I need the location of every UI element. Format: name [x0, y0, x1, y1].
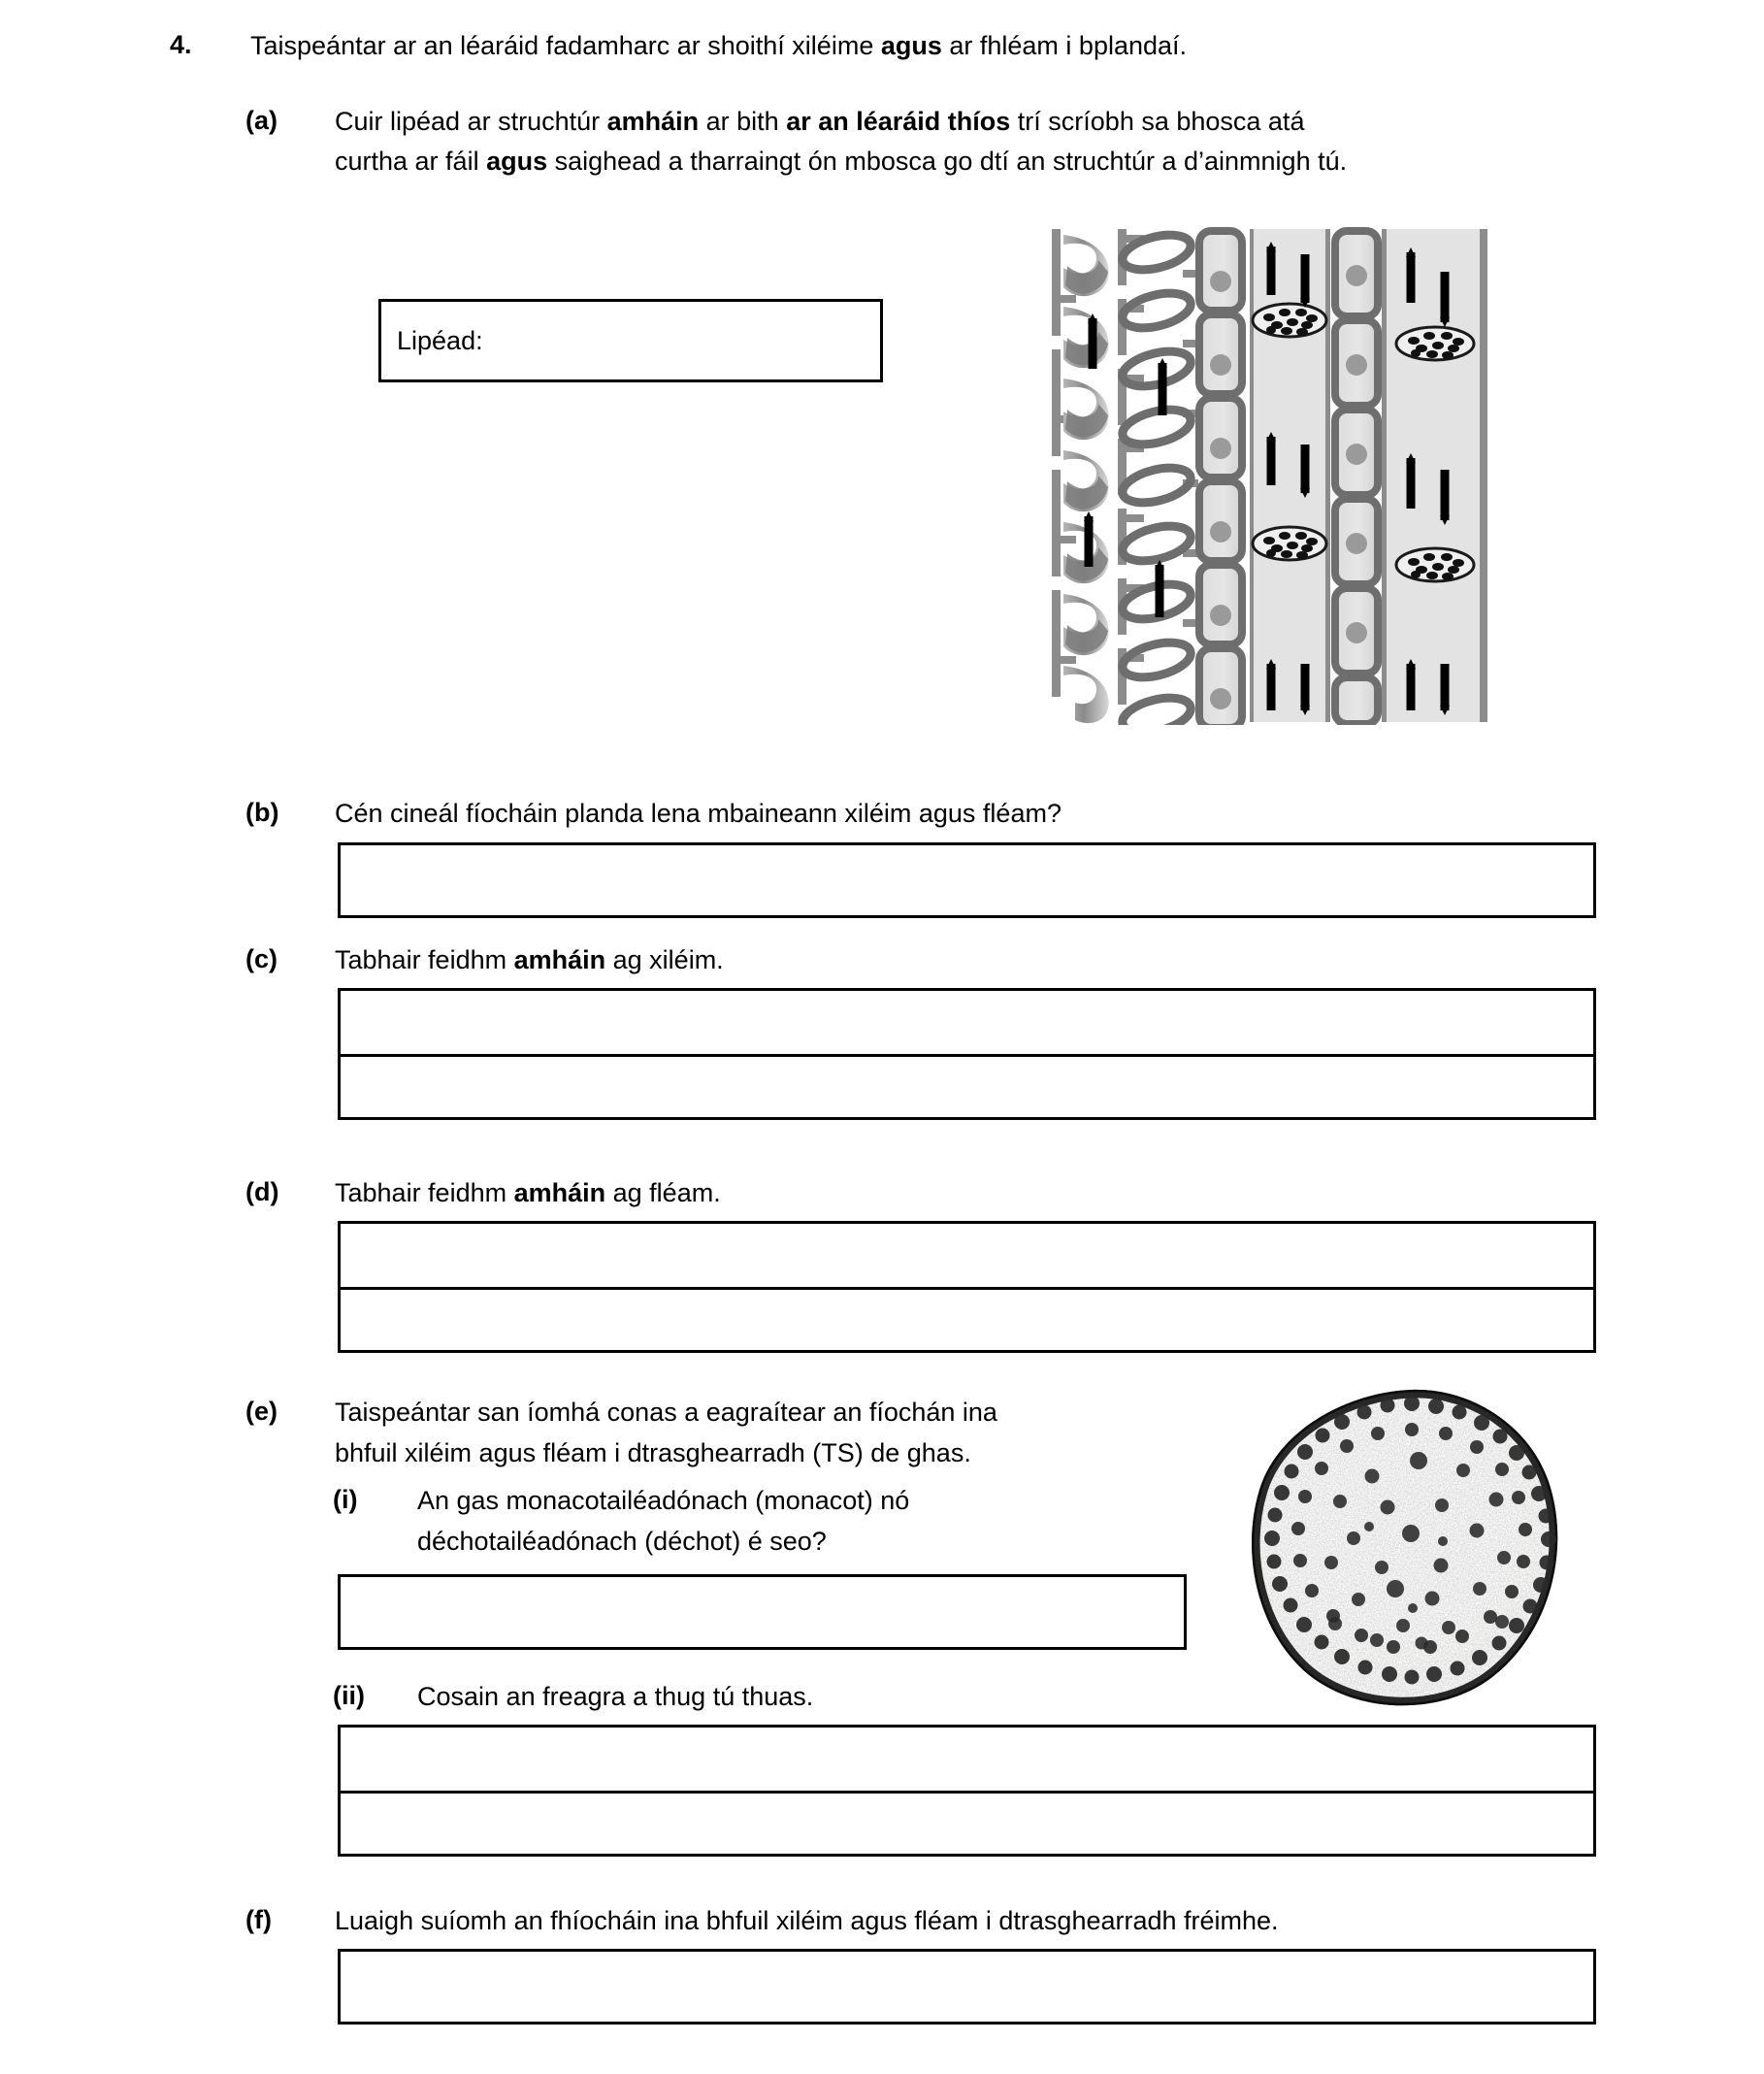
sieve-tube-2: [1382, 229, 1487, 722]
flow-arrow-up: [1160, 363, 1162, 617]
part-c-label: (c): [245, 944, 278, 973]
part-c-text: Tabhair feidhm amháin ag xiléim.: [335, 945, 724, 974]
companion-cell-column-1: [1199, 231, 1242, 725]
monocot-stem-ts-image: [1242, 1383, 1582, 1718]
label-answer-box[interactable]: [378, 299, 883, 382]
part-c-answer-box[interactable]: [338, 988, 1596, 1120]
part-d-label: (d): [245, 1177, 279, 1206]
flow-arrow-up: [1089, 318, 1093, 567]
part-a-label: (a): [245, 106, 278, 135]
part-e-line2: bhfuil xiléim agus fléam i dtrasghearradh (TS) de ghas.: [335, 1438, 971, 1467]
part-f-text: Luaigh suíomh an fhíocháin ina bhfuil xiléim agus fléam i dtrasghearradh fréimhe.: [335, 1906, 1279, 1935]
part-d-text: Tabhair feidhm amháin ag fléam.: [335, 1178, 721, 1207]
part-e-label: (e): [245, 1397, 278, 1426]
part-f-label: (f): [245, 1905, 272, 1934]
spiral-xylem-vessel: [1052, 229, 1109, 723]
part-e-i-label: (i): [333, 1485, 358, 1514]
part-b-answer-box[interactable]: [338, 842, 1596, 918]
sieve-tube-1: [1250, 229, 1330, 722]
part-e-i-line2: déchotailéadónach (déchot) é seo?: [417, 1527, 827, 1556]
part-e-ii-text: Cosain an freagra a thug tú thuas.: [417, 1682, 814, 1711]
xylem-phloem-diagram: [1048, 225, 1504, 725]
part-b-text: Cén cineál fíocháin planda lena mbaineann xiléim agus fléam?: [335, 799, 1062, 828]
question-stem: Taispeántar ar an léaráid fadamharc ar shoithí xiléime agus ar fhléam i bplandaí.: [250, 31, 1188, 60]
part-d-answer-box[interactable]: [338, 1221, 1596, 1353]
part-e-ii-answer-box[interactable]: [338, 1725, 1596, 1857]
part-a-line1: Cuir lipéad ar struchtúr amháin ar bith ar an léaráid thíos trí scríobh sa bhosca atá: [335, 107, 1305, 136]
part-e-i-line1: An gas monacotailéadónach (monacot) nó: [417, 1486, 910, 1515]
question-number: 4.: [170, 30, 192, 59]
part-f-answer-box[interactable]: [338, 1949, 1596, 2025]
part-e-ii-label: (ii): [333, 1681, 365, 1710]
companion-cell-column-2: [1335, 231, 1378, 724]
annular-xylem-vessel: [1118, 229, 1198, 725]
part-e-line1: Taispeántar san íomhá conas a eagraítear an fíochán ina: [335, 1398, 997, 1427]
part-b-label: (b): [245, 798, 279, 827]
part-e-i-answer-box[interactable]: [338, 1574, 1187, 1650]
part-a-line2: curtha ar fáil agus saighead a tharraingt ón mbosca go dtí an struchtúr a d’ainmnigh tú.: [335, 147, 1348, 176]
label-box-text: Lipéad:: [397, 325, 483, 355]
